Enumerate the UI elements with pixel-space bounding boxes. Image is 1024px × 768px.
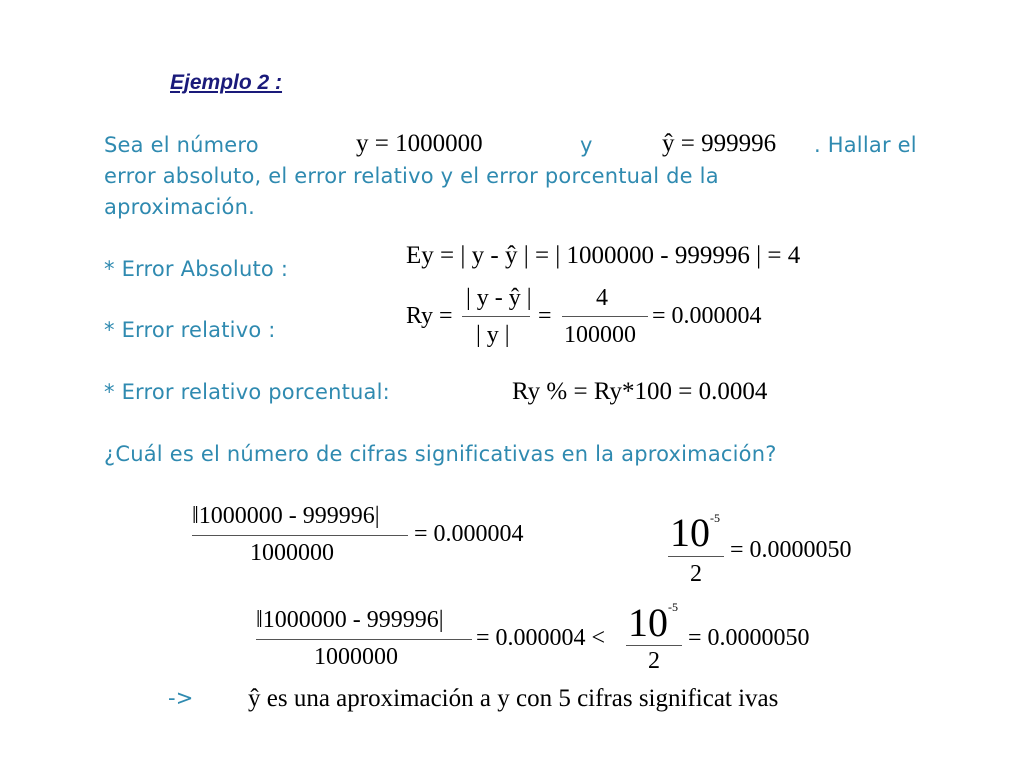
calc3-numerator: ‖1000000 - 999996|: [256, 607, 444, 633]
calc2-rhs: = 0.0000050: [730, 537, 852, 563]
rel-eq1: =: [538, 303, 552, 329]
intro-line2: error absoluto, el error relativo y el error porcentual de la: [104, 164, 719, 188]
intro-conj: y: [580, 133, 593, 157]
calc3-rhs: = 0.0000050: [688, 625, 810, 651]
equation-error-porcentual: Ry % = Ry*100 = 0.0004: [512, 378, 768, 405]
calc3-denominator: 1000000: [314, 644, 398, 670]
calc1-numerator: ‖1000000 - 999996|: [192, 503, 380, 529]
rel-fraction-bar2: [562, 316, 648, 317]
arrow-marker: ->: [168, 686, 194, 710]
calc2-exponent: -5: [710, 511, 720, 525]
calc3-denominator2: 2: [648, 648, 660, 674]
calc2-denominator: 2: [690, 561, 702, 587]
calc1-rhs: = 0.000004: [414, 521, 524, 547]
rel-numerator2: 4: [596, 285, 608, 311]
rel-numerator: | y - ŷ |: [466, 285, 532, 311]
calc3-fraction-bar2: [626, 645, 682, 646]
label-error-absoluto: * Error Absoluto :: [104, 257, 289, 281]
calc2-base: 10: [670, 510, 710, 555]
label-error-relativo: * Error relativo :: [104, 318, 276, 342]
intro-tail: . Hallar el: [814, 133, 917, 157]
y-definition: y = 1000000: [356, 130, 483, 157]
equation-error-absoluto: Ey = | y - ŷ | = | 1000000 - 999996 | = 4: [406, 242, 801, 269]
calc3-fraction-bar: [256, 639, 472, 640]
calc3-base: 10: [628, 600, 668, 645]
label-error-porcentual: * Error relativo porcentual:: [104, 380, 390, 404]
intro-line3: aproximación.: [104, 195, 255, 219]
rel-denominator: | y |: [476, 322, 510, 348]
intro-lead: Sea el número: [104, 133, 259, 157]
conclusion-text: ŷ es una aproximación a y con 5 cifras significat ivas: [248, 685, 779, 712]
rel-fraction-bar: [462, 316, 530, 317]
page-title: Ejemplo 2 :: [170, 71, 283, 94]
calc3-exponent: -5: [668, 600, 678, 614]
question-text: ¿Cuál es el número de cifras significativas en la aproximación?: [104, 442, 777, 466]
rel-lhs: Ry =: [406, 303, 453, 329]
yhat-definition: ŷ = 999996: [662, 130, 777, 157]
calc1-fraction-bar: [192, 535, 408, 536]
rel-denominator2: 100000: [564, 322, 636, 348]
calc1-denominator: 1000000: [250, 540, 334, 566]
calc2-fraction-bar: [668, 556, 724, 557]
rel-rhs: = 0.000004: [652, 303, 762, 329]
calc3-mid: = 0.000004 <: [476, 625, 606, 651]
